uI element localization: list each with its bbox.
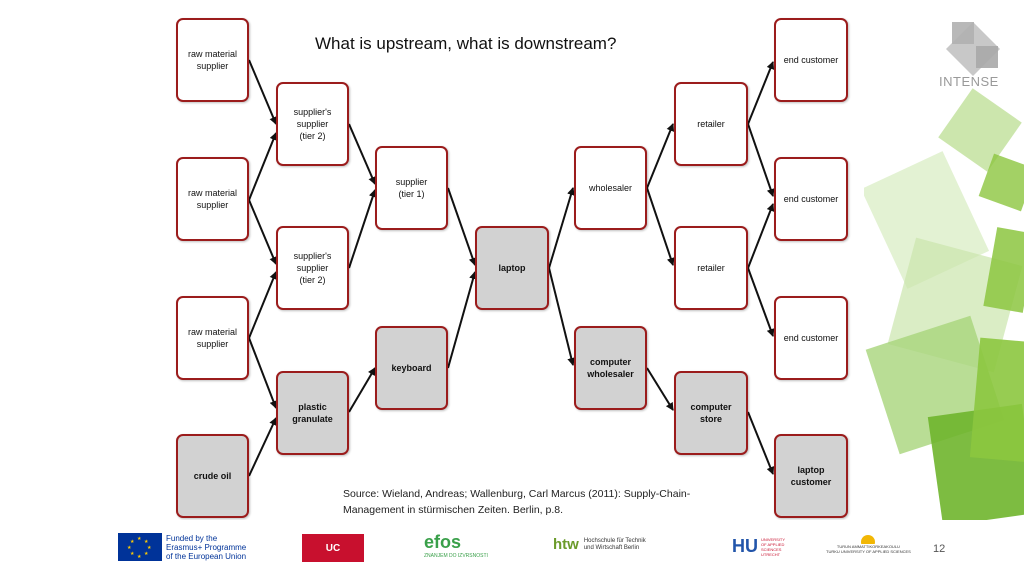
turku-sun-icon — [858, 532, 878, 544]
edge-tier2b-tier1 — [349, 190, 375, 268]
node-retailer-2: retailer — [674, 226, 748, 310]
edge-tier1-laptop — [448, 188, 475, 265]
edge-retailer2-end2 — [748, 204, 773, 268]
node-wholesaler: wholesaler — [574, 146, 647, 230]
hu-logo: HU UNIVERSITY OF APPLIED SCIENCES UTRECHT — [732, 536, 786, 557]
node-laptop: laptop — [475, 226, 549, 310]
edge-raw3-tier2b — [249, 272, 276, 338]
node-end-customer-1: end customer — [774, 18, 848, 102]
erasmus-text: Funded by the Erasmus+ Programme of the European Union — [166, 533, 247, 561]
node-retailer-1: retailer — [674, 82, 748, 166]
edge-retailer1-end2 — [748, 124, 773, 196]
edge-keyboard-laptop — [448, 272, 475, 368]
node-tier1-supplier: supplier (tier 1) — [375, 146, 448, 230]
logo-text: INTENSE — [939, 74, 999, 89]
edge-compstore-laptopcust — [748, 412, 773, 474]
edge-wholesaler-retailer2 — [647, 188, 673, 265]
node-laptop-customer: laptop customer — [774, 434, 848, 518]
erasmus-logo — [118, 533, 246, 561]
edge-raw1-tier2a — [249, 60, 276, 124]
edge-raw2-tier2b — [249, 200, 276, 264]
turku-logo: TURUN AMMATTIKORKEAKOULU TURKU UNIVERSITY OF APPLIED SCIENCES — [826, 532, 911, 554]
node-tier2-supplier-1: supplier's supplier (tier 2) — [276, 82, 349, 166]
edge-crude-plastic — [249, 418, 276, 476]
node-crude-oil: crude oil — [176, 434, 249, 518]
footer-logos — [0, 520, 1024, 576]
page-number: 12 — [933, 543, 946, 555]
edge-wholesaler-retailer1 — [647, 124, 673, 188]
edge-laptop-wholesaler — [549, 188, 573, 268]
node-end-customer-3: end customer — [774, 296, 848, 380]
slide-title: What is upstream, what is downstream? — [315, 34, 617, 53]
node-raw-material-supplier-2: raw material supplier — [176, 157, 249, 241]
node-tier2-supplier-2: supplier's supplier (tier 2) — [276, 226, 349, 310]
node-raw-material-supplier-1: raw material supplier — [176, 18, 249, 102]
edge-raw2-tier2a — [249, 133, 276, 200]
edge-retailer2-end3 — [748, 268, 773, 336]
node-end-customer-2: end customer — [774, 157, 848, 241]
node-computer-wholesaler: computer wholesaler — [574, 326, 647, 410]
node-raw-material-supplier-3: raw material supplier — [176, 296, 249, 380]
edge-laptop-compwholesaler — [549, 268, 573, 365]
efos-logo: efos ZNANJEM DO IZVRSNOSTI — [424, 532, 488, 559]
edge-tier2a-tier1 — [349, 124, 375, 184]
edge-compwholesaler-compstore — [647, 368, 673, 410]
node-plastic-granulate: plastic granulate — [276, 371, 349, 455]
source-citation: Source: Wieland, Andreas; Wallenburg, Carl Marcus (2011): Supply-Chain-Management in stürmischen Zeiten. Berlin, p.8. — [343, 488, 691, 516]
htw-logo: htw Hochschule für Technik und Wirtschaft Berlin — [553, 536, 646, 553]
uc-logo: UC — [302, 534, 364, 562]
node-keyboard: keyboard — [375, 326, 448, 410]
edge-retailer1-end1 — [748, 62, 773, 124]
node-computer-store: computer store — [674, 371, 748, 455]
edge-plastic-keyboard — [349, 368, 375, 412]
eu-flag-icon: ★ ★ ★ ★ ★ ★ ★ ★ — [118, 533, 162, 561]
edge-raw3-plastic — [249, 338, 276, 408]
